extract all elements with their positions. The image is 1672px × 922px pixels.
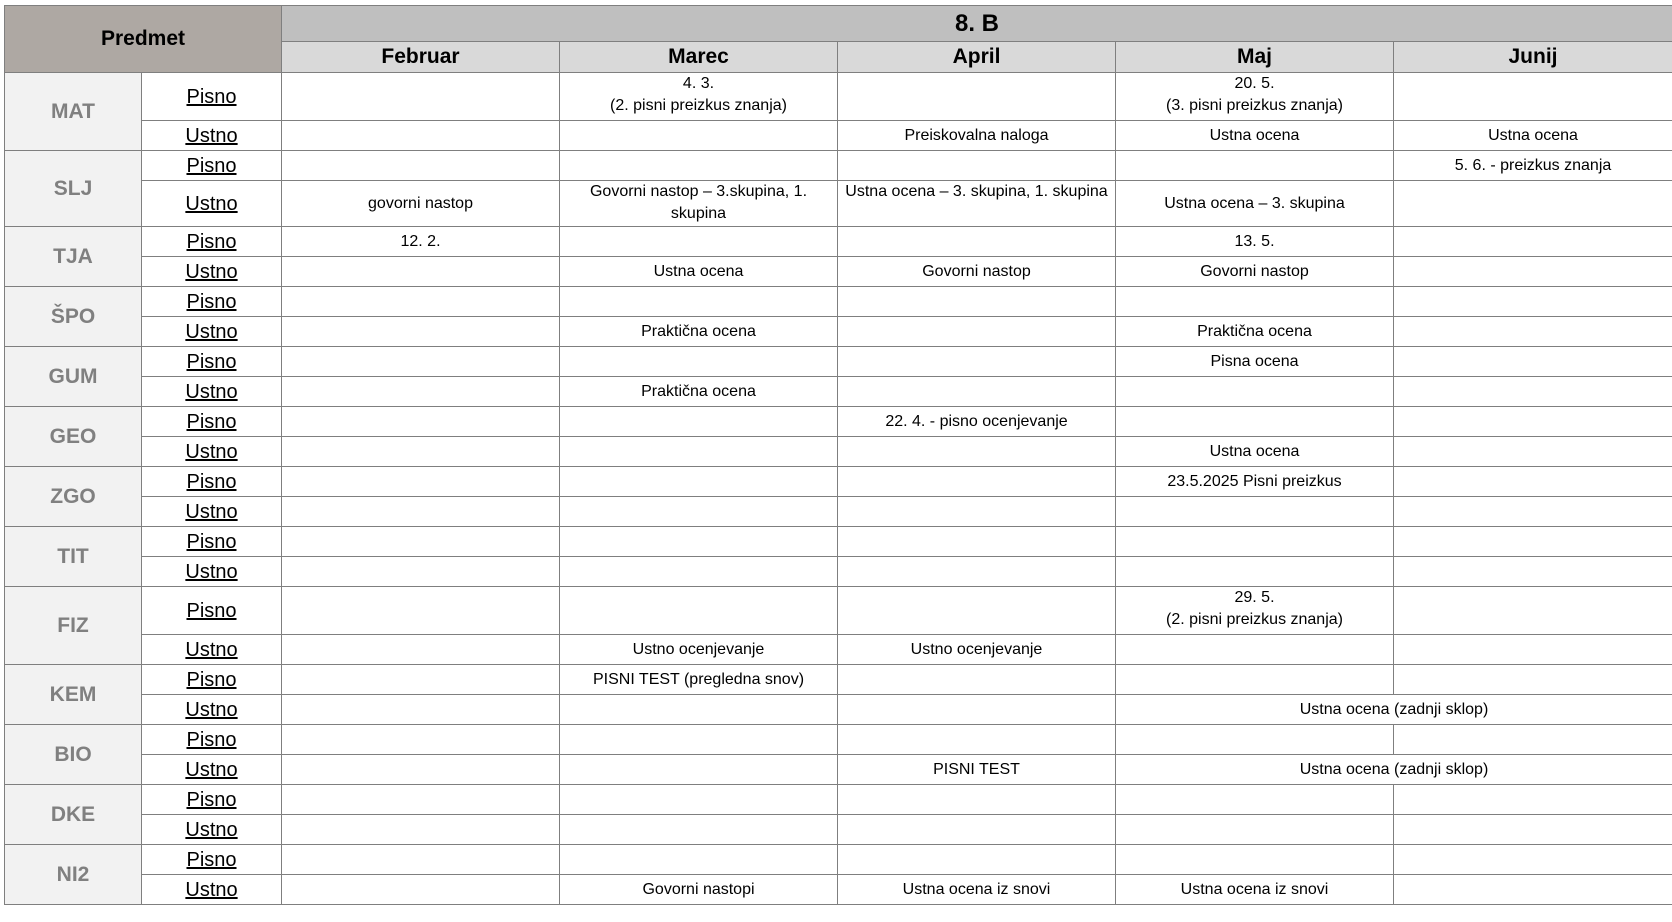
schedule-cell: govorni nastop bbox=[282, 181, 560, 227]
schedule-cell bbox=[282, 151, 560, 181]
schedule-cell bbox=[282, 407, 560, 437]
schedule-cell bbox=[560, 287, 838, 317]
schedule-cell bbox=[282, 121, 560, 151]
table-row bbox=[5, 557, 1672, 587]
schedule-cell bbox=[1116, 665, 1394, 695]
schedule-cell bbox=[560, 755, 838, 785]
table-row bbox=[5, 815, 1672, 845]
assessment-type-label: Ustno bbox=[142, 635, 282, 665]
schedule-cell bbox=[282, 557, 560, 587]
schedule-cell bbox=[1394, 557, 1672, 587]
schedule-cell bbox=[282, 527, 560, 557]
schedule-cell bbox=[560, 121, 838, 151]
assessment-type-label: Pisno bbox=[142, 587, 282, 635]
schedule-cell: Ustna ocena – 3. skupina, 1. skupina bbox=[838, 181, 1116, 227]
schedule-cell bbox=[282, 635, 560, 665]
assessment-type-label: Pisno bbox=[142, 785, 282, 815]
schedule-cell bbox=[1116, 497, 1394, 527]
schedule-cell bbox=[1116, 377, 1394, 407]
schedule-cell bbox=[560, 497, 838, 527]
schedule-cell: 4. 3. (2. pisni preizkus znanja) bbox=[560, 73, 838, 121]
schedule-cell bbox=[282, 317, 560, 347]
schedule-cell bbox=[838, 587, 1116, 635]
subject-code: ZGO bbox=[5, 467, 142, 527]
schedule-cell bbox=[560, 437, 838, 467]
table-row bbox=[5, 287, 1672, 317]
schedule-cell bbox=[838, 527, 1116, 557]
subject-code: NI2 bbox=[5, 845, 142, 905]
schedule-cell bbox=[1116, 527, 1394, 557]
schedule-cell bbox=[1394, 437, 1672, 467]
schedule-cell bbox=[1116, 151, 1394, 181]
schedule-cell bbox=[1394, 725, 1672, 755]
table-row bbox=[5, 227, 1672, 257]
schedule-cell bbox=[838, 497, 1116, 527]
assessment-type-label: Pisno bbox=[142, 227, 282, 257]
schedule-cell bbox=[282, 377, 560, 407]
schedule-cell: Ustna ocena bbox=[1116, 437, 1394, 467]
schedule-cell bbox=[838, 437, 1116, 467]
assessment-type-label: Pisno bbox=[142, 73, 282, 121]
schedule-cell bbox=[282, 875, 560, 905]
schedule-cell bbox=[1394, 635, 1672, 665]
table-row bbox=[5, 121, 1672, 151]
schedule-cell: Ustna ocena (zadnji sklop) bbox=[1116, 695, 1672, 725]
schedule-cell: Praktična ocena bbox=[1116, 317, 1394, 347]
schedule-cell bbox=[282, 73, 560, 121]
schedule-cell bbox=[282, 665, 560, 695]
schedule-cell bbox=[838, 287, 1116, 317]
schedule-cell bbox=[1394, 497, 1672, 527]
subject-code: GEO bbox=[5, 407, 142, 467]
assessment-type-label: Pisno bbox=[142, 347, 282, 377]
schedule-cell bbox=[1394, 875, 1672, 905]
schedule-cell: 29. 5. (2. pisni preizkus znanja) bbox=[1116, 587, 1394, 635]
subject-code: TIT bbox=[5, 527, 142, 587]
schedule-cell bbox=[838, 815, 1116, 845]
assessment-type-label: Ustno bbox=[142, 181, 282, 227]
table-row bbox=[5, 181, 1672, 227]
schedule-table-wrapper bbox=[4, 5, 1672, 905]
schedule-cell: Praktična ocena bbox=[560, 317, 838, 347]
schedule-cell bbox=[1394, 785, 1672, 815]
month-header-maj: Maj bbox=[1116, 42, 1394, 73]
assessment-type-label: Pisno bbox=[142, 407, 282, 437]
schedule-cell: PISNI TEST bbox=[838, 755, 1116, 785]
schedule-cell bbox=[560, 725, 838, 755]
schedule-cell bbox=[838, 73, 1116, 121]
table-row bbox=[5, 437, 1672, 467]
schedule-cell bbox=[1394, 257, 1672, 287]
subject-code: MAT bbox=[5, 73, 142, 151]
schedule-cell bbox=[560, 785, 838, 815]
table-row bbox=[5, 467, 1672, 497]
schedule-cell bbox=[1394, 347, 1672, 377]
schedule-cell bbox=[560, 695, 838, 725]
schedule-cell bbox=[1394, 317, 1672, 347]
table-row bbox=[5, 875, 1672, 905]
schedule-cell bbox=[282, 437, 560, 467]
schedule-cell bbox=[282, 725, 560, 755]
schedule-cell bbox=[1394, 407, 1672, 437]
schedule-cell bbox=[560, 557, 838, 587]
schedule-body bbox=[5, 73, 1672, 905]
schedule-cell bbox=[1394, 665, 1672, 695]
assessment-type-label: Pisno bbox=[142, 527, 282, 557]
schedule-cell bbox=[1394, 845, 1672, 875]
schedule-cell: 22. 4. - pisno ocenjevanje bbox=[838, 407, 1116, 437]
schedule-cell bbox=[1394, 815, 1672, 845]
table-row bbox=[5, 407, 1672, 437]
schedule-cell bbox=[1116, 845, 1394, 875]
schedule-cell bbox=[1394, 73, 1672, 121]
schedule-cell bbox=[838, 695, 1116, 725]
schedule-cell bbox=[282, 845, 560, 875]
schedule-cell: 23.5.2025 Pisni preizkus bbox=[1116, 467, 1394, 497]
schedule-cell: Praktična ocena bbox=[560, 377, 838, 407]
table-row bbox=[5, 497, 1672, 527]
assessment-type-label: Ustno bbox=[142, 121, 282, 151]
month-header-marec: Marec bbox=[560, 42, 838, 73]
subject-code: DKE bbox=[5, 785, 142, 845]
schedule-cell: Govorni nastop bbox=[1116, 257, 1394, 287]
schedule-cell: Ustna ocena iz snovi bbox=[838, 875, 1116, 905]
schedule-cell: Govorni nastop – 3.skupina, 1. skupina bbox=[560, 181, 838, 227]
schedule-cell bbox=[838, 557, 1116, 587]
schedule-cell bbox=[560, 347, 838, 377]
month-header-junij: Junij bbox=[1394, 42, 1672, 73]
schedule-cell bbox=[838, 347, 1116, 377]
table-row bbox=[5, 151, 1672, 181]
schedule-cell bbox=[1394, 377, 1672, 407]
table-row bbox=[5, 317, 1672, 347]
schedule-cell bbox=[560, 227, 838, 257]
schedule-cell: Ustna ocena bbox=[1116, 121, 1394, 151]
schedule-cell: Pisna ocena bbox=[1116, 347, 1394, 377]
schedule-cell bbox=[838, 227, 1116, 257]
assessment-type-label: Ustno bbox=[142, 317, 282, 347]
subject-code: ŠPO bbox=[5, 287, 142, 347]
schedule-cell bbox=[560, 151, 838, 181]
table-row bbox=[5, 635, 1672, 665]
schedule-cell bbox=[282, 785, 560, 815]
assessment-type-label: Pisno bbox=[142, 287, 282, 317]
schedule-cell bbox=[1394, 287, 1672, 317]
schedule-cell bbox=[1116, 815, 1394, 845]
schedule-cell bbox=[1116, 407, 1394, 437]
schedule-cell: 12. 2. bbox=[282, 227, 560, 257]
subject-code: KEM bbox=[5, 665, 142, 725]
schedule-cell bbox=[282, 257, 560, 287]
schedule-cell bbox=[560, 815, 838, 845]
month-header-februar: Februar bbox=[282, 42, 560, 73]
schedule-cell bbox=[282, 497, 560, 527]
month-header-april: April bbox=[838, 42, 1116, 73]
schedule-cell: Govorni nastopi bbox=[560, 875, 838, 905]
table-row bbox=[5, 527, 1672, 557]
schedule-cell: Ustno ocenjevanje bbox=[838, 635, 1116, 665]
schedule-cell bbox=[560, 527, 838, 557]
schedule-cell bbox=[282, 695, 560, 725]
schedule-cell: Ustna ocena iz snovi bbox=[1116, 875, 1394, 905]
header-row-class bbox=[5, 6, 1672, 42]
schedule-cell bbox=[282, 815, 560, 845]
schedule-cell bbox=[1394, 587, 1672, 635]
table-row bbox=[5, 73, 1672, 121]
assessment-type-label: Ustno bbox=[142, 557, 282, 587]
assessment-type-label: Ustno bbox=[142, 695, 282, 725]
table-row bbox=[5, 347, 1672, 377]
schedule-cell bbox=[282, 755, 560, 785]
schedule-cell bbox=[282, 467, 560, 497]
schedule-cell bbox=[560, 467, 838, 497]
assessment-schedule-table bbox=[4, 5, 1672, 905]
schedule-cell bbox=[838, 725, 1116, 755]
schedule-cell: 20. 5. (3. pisni preizkus znanja) bbox=[1116, 73, 1394, 121]
schedule-cell: Ustna ocena – 3. skupina bbox=[1116, 181, 1394, 227]
assessment-type-label: Ustno bbox=[142, 815, 282, 845]
schedule-cell bbox=[1116, 725, 1394, 755]
subject-code: BIO bbox=[5, 725, 142, 785]
assessment-type-label: Ustno bbox=[142, 875, 282, 905]
schedule-cell bbox=[1394, 227, 1672, 257]
schedule-cell bbox=[560, 407, 838, 437]
schedule-cell bbox=[1116, 287, 1394, 317]
subject-code: TJA bbox=[5, 227, 142, 287]
schedule-cell bbox=[838, 665, 1116, 695]
subject-code: FIZ bbox=[5, 587, 142, 665]
table-row bbox=[5, 257, 1672, 287]
assessment-type-label: Ustno bbox=[142, 377, 282, 407]
schedule-cell: Ustna ocena (zadnji sklop) bbox=[1116, 755, 1672, 785]
schedule-cell bbox=[1394, 527, 1672, 557]
schedule-cell: Ustno ocenjevanje bbox=[560, 635, 838, 665]
schedule-cell: Preiskovalna naloga bbox=[838, 121, 1116, 151]
schedule-cell: Govorni nastop bbox=[838, 257, 1116, 287]
subject-code: GUM bbox=[5, 347, 142, 407]
schedule-cell bbox=[838, 467, 1116, 497]
schedule-cell bbox=[838, 151, 1116, 181]
assessment-type-label: Ustno bbox=[142, 497, 282, 527]
schedule-cell bbox=[282, 287, 560, 317]
assessment-type-label: Ustno bbox=[142, 755, 282, 785]
table-row bbox=[5, 695, 1672, 725]
assessment-type-label: Pisno bbox=[142, 725, 282, 755]
table-row bbox=[5, 845, 1672, 875]
assessment-type-label: Ustno bbox=[142, 437, 282, 467]
assessment-type-label: Pisno bbox=[142, 845, 282, 875]
subject-column-header: Predmet bbox=[5, 6, 282, 73]
assessment-type-label: Pisno bbox=[142, 151, 282, 181]
schedule-cell: 13. 5. bbox=[1116, 227, 1394, 257]
table-row bbox=[5, 725, 1672, 755]
schedule-cell bbox=[282, 347, 560, 377]
schedule-cell bbox=[1116, 785, 1394, 815]
schedule-cell bbox=[838, 317, 1116, 347]
table-row bbox=[5, 587, 1672, 635]
schedule-cell bbox=[838, 845, 1116, 875]
schedule-cell bbox=[1116, 635, 1394, 665]
schedule-cell bbox=[1394, 467, 1672, 497]
schedule-cell bbox=[838, 377, 1116, 407]
class-title: 8. B bbox=[282, 6, 1672, 42]
schedule-cell bbox=[1394, 181, 1672, 227]
schedule-cell bbox=[838, 785, 1116, 815]
schedule-cell bbox=[560, 587, 838, 635]
schedule-cell: Ustna ocena bbox=[1394, 121, 1672, 151]
table-row bbox=[5, 665, 1672, 695]
schedule-cell bbox=[560, 845, 838, 875]
table-row bbox=[5, 755, 1672, 785]
schedule-cell bbox=[282, 587, 560, 635]
table-row bbox=[5, 377, 1672, 407]
subject-code: SLJ bbox=[5, 151, 142, 227]
table-row bbox=[5, 785, 1672, 815]
assessment-type-label: Pisno bbox=[142, 467, 282, 497]
schedule-cell: 5. 6. - preizkus znanja bbox=[1394, 151, 1672, 181]
assessment-type-label: Ustno bbox=[142, 257, 282, 287]
schedule-cell: Ustna ocena bbox=[560, 257, 838, 287]
schedule-cell bbox=[1116, 557, 1394, 587]
schedule-cell: PISNI TEST (pregledna snov) bbox=[560, 665, 838, 695]
assessment-type-label: Pisno bbox=[142, 665, 282, 695]
